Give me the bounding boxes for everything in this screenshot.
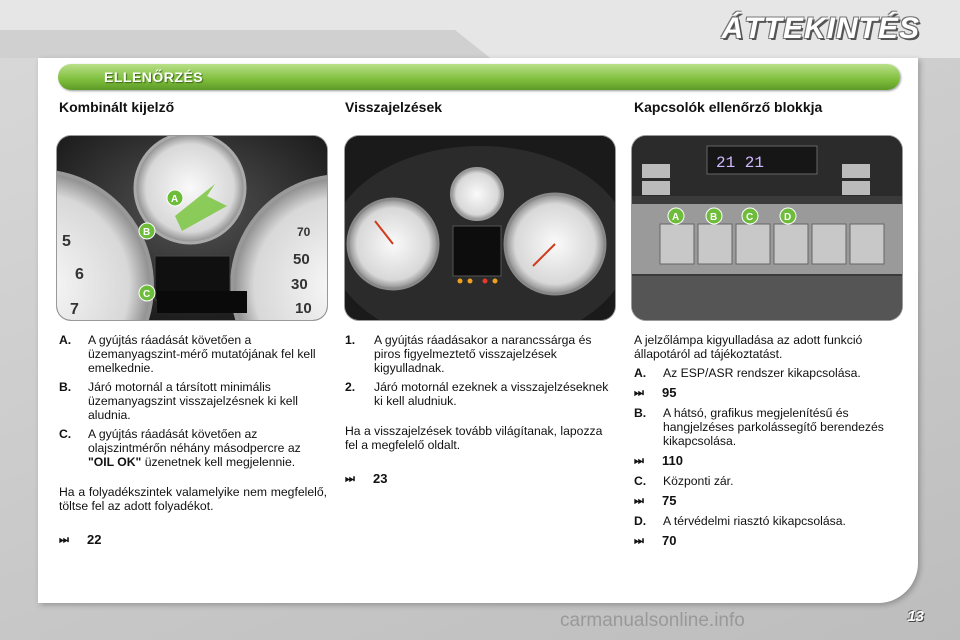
watermark: carmanualsonline.info <box>560 610 745 631</box>
page-reference[interactable] <box>634 454 904 468</box>
list-item <box>634 366 904 380</box>
item-text: Járó motornál a társított minimális üzemanyagszint visszajelzésnek ki kell aludnia. <box>88 380 298 422</box>
item-letter: B. <box>59 380 72 394</box>
page-ref-number: 22 <box>87 532 102 547</box>
warning-lights-photo <box>345 136 615 320</box>
page-ref-number: 75 <box>662 493 677 508</box>
page-reference[interactable] <box>634 386 904 400</box>
list-item <box>634 514 904 528</box>
page-ref-number: 95 <box>662 385 677 400</box>
right-intro: A jelzőlámpa kigyulladása az adott funkció állapotáról ad tájékoztatást. <box>634 333 863 361</box>
item-letter: C. <box>59 427 72 441</box>
gauge-number: 50 <box>293 251 310 268</box>
next-arrow-icon: ⏭ <box>634 495 644 507</box>
list-item <box>59 380 327 422</box>
item-text: A térvédelmi riasztó kikapcsolása. <box>663 514 846 528</box>
item-letter: B. <box>634 406 647 420</box>
item-text: Központi zár. <box>663 474 734 488</box>
callout-b: B <box>710 212 718 223</box>
list-item <box>345 380 615 408</box>
page-reference[interactable] <box>345 472 615 486</box>
next-arrow-icon: ⏭ <box>634 387 644 399</box>
page-title: ÁTTEKINTÉS <box>721 12 920 45</box>
page-ref-number: 23 <box>373 471 388 486</box>
item-text: Az ESP/ASR rendszer kikapcsolása. <box>663 366 861 380</box>
left-heading: Kombinált kijelző <box>59 99 175 115</box>
list-item <box>345 333 615 375</box>
page-ref-number: 70 <box>662 533 677 548</box>
middle-column-text <box>345 333 615 492</box>
left-column-text <box>59 333 327 553</box>
callout-c: C <box>746 212 754 223</box>
item-text: Járó motornál ezeknek a visszajelzéseknek ki kell aludniuk. <box>374 380 609 408</box>
callout-c: C <box>143 289 151 300</box>
item-text: A gyújtás ráadását követően a üzemanyagszint-mérő mutatójának fel kell emelkednie. <box>88 333 316 375</box>
middle-paragraph: Ha a visszajelzések tovább világítanak, lapozza fel a megfelelő oldalt. <box>345 424 603 452</box>
item-text-after: üzenetnek kell megjelennie. <box>141 455 296 469</box>
page-reference[interactable] <box>59 533 327 547</box>
list-item <box>59 333 327 375</box>
gauge-number: 6 <box>75 266 84 283</box>
gauge-number: 10 <box>295 300 312 317</box>
list-item <box>634 406 904 448</box>
list-item <box>634 474 904 488</box>
item-text-before: A gyújtás ráadását követően az olajszintmérőn néhány másodpercre az <box>88 427 301 455</box>
callout-a: A <box>171 194 179 205</box>
switch-panel-photo <box>632 136 902 320</box>
item-text <box>88 427 327 469</box>
gauge-number: 30 <box>291 276 308 293</box>
item-letter: A. <box>59 333 72 347</box>
item-number: 2. <box>345 380 356 394</box>
next-arrow-icon: ⏭ <box>634 455 644 467</box>
item-number: 1. <box>345 333 356 347</box>
page-reference[interactable] <box>634 534 904 548</box>
callout-d: D <box>784 212 792 223</box>
item-letter: D. <box>634 514 647 528</box>
callout-b: B <box>143 227 151 238</box>
gauge-number: 5 <box>62 233 71 250</box>
instrument-cluster-photo <box>57 136 327 320</box>
next-arrow-icon: ⏭ <box>634 535 644 547</box>
page-ref-number: 110 <box>662 453 683 468</box>
callout-a: A <box>672 212 680 223</box>
right-column-text <box>634 333 904 554</box>
gauge-number: 7 <box>70 301 79 318</box>
item-text: A hátsó, grafikus megjelenítésű és hangjelzéses parkolássegítő berendezés kikapcsolása. <box>663 406 884 448</box>
left-paragraph: Ha a folyadékszintek valamelyike nem megfelelő, töltse fel az adott folyadékot. <box>59 485 327 513</box>
page-number: 13 <box>907 608 924 625</box>
right-heading: Kapcsolók ellenőrző blokkja <box>634 99 823 115</box>
section-title: ELLENŐRZÉS <box>104 69 204 85</box>
next-arrow-icon: ⏭ <box>345 473 355 485</box>
list-item <box>59 427 327 469</box>
oil-ok-message: "OIL OK" <box>88 455 142 469</box>
middle-heading: Visszajelzések <box>345 99 443 115</box>
item-letter: A. <box>634 366 647 380</box>
next-arrow-icon: ⏭ <box>59 534 69 546</box>
climate-display: 21 21 <box>716 154 765 172</box>
page-reference[interactable] <box>634 494 904 508</box>
item-text: A gyújtás ráadásakor a narancssárga és piros figyelmeztető visszajelzések kigyulladnak. <box>374 333 592 375</box>
gauge-number: 70 <box>297 225 311 239</box>
item-letter: C. <box>634 474 647 488</box>
